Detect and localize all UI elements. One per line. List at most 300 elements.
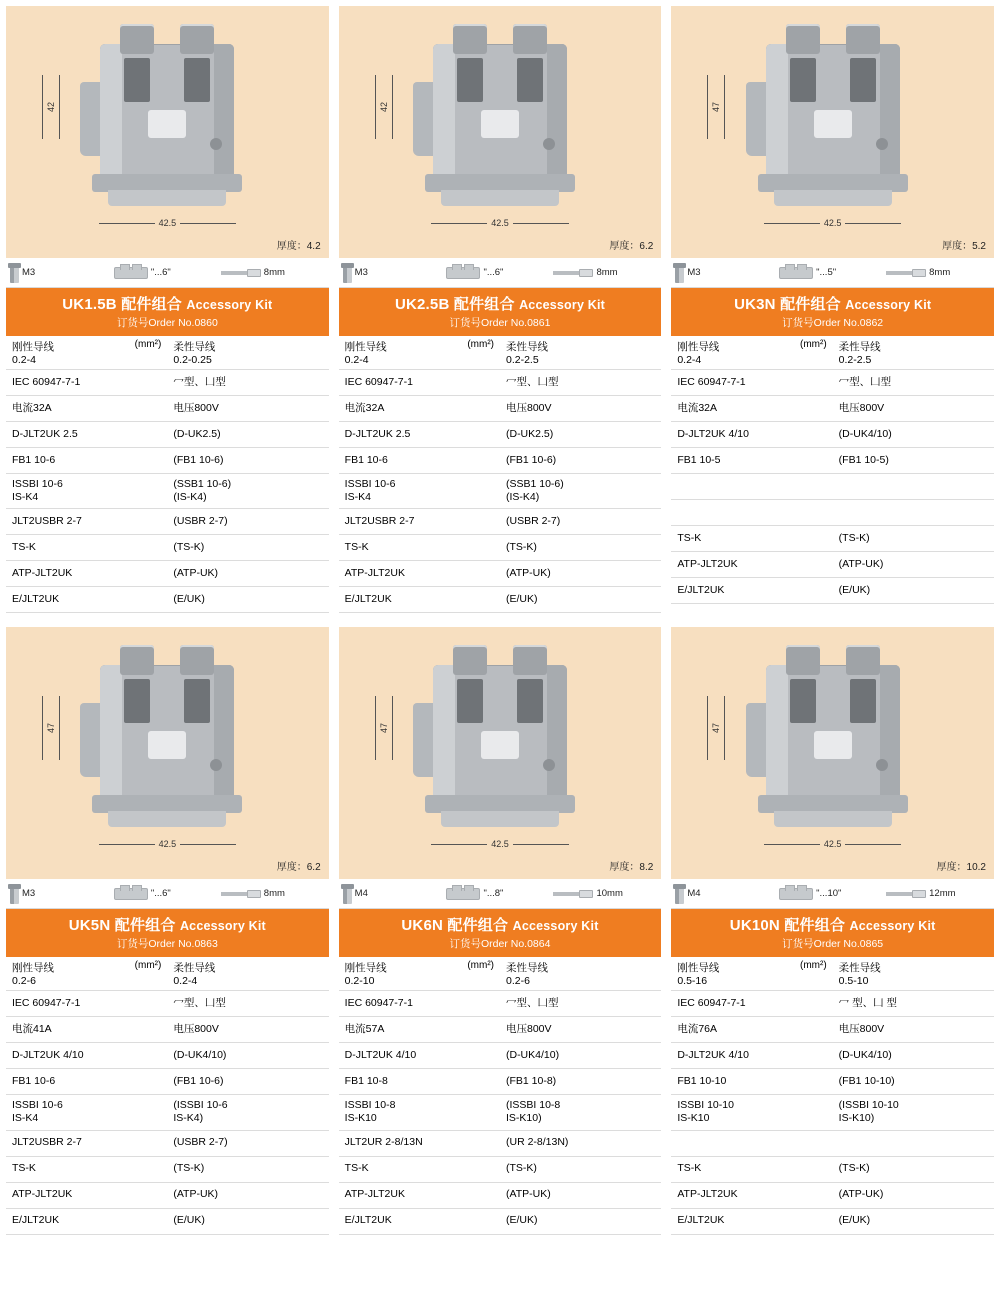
- rigid-wire-value: 0.5-16: [677, 975, 708, 988]
- spec-cell-right: (ATP-UK): [167, 1182, 328, 1208]
- terminal-slot-left: [790, 679, 816, 723]
- spec-cell-left: ISSBI 10-6 IS-K4: [6, 474, 167, 509]
- screw-size: M3: [687, 267, 701, 278]
- rigid-wire-cell: [6, 336, 167, 370]
- terminal-arm: [413, 82, 435, 156]
- spec-cell-right: (TS-K): [167, 1156, 328, 1182]
- spec-row: [671, 422, 994, 448]
- spec-row: [339, 587, 662, 613]
- terminal-body-right: [880, 44, 900, 192]
- spec-cell-right: [833, 474, 994, 500]
- accessory-kit-cn: 配件组合: [114, 917, 176, 935]
- width-dimension-value: 42.5: [158, 218, 177, 228]
- terminal-foot: [108, 190, 226, 206]
- spec-row: [6, 1182, 329, 1208]
- rigid-wire-label: 刚性导线: [677, 962, 720, 975]
- width-dimension: [339, 218, 662, 228]
- spec-row: [6, 535, 329, 561]
- spec-cell-right: (TS-K): [833, 1156, 994, 1182]
- screw-spec: [343, 884, 447, 904]
- spec-row: [671, 526, 994, 552]
- spec-cell-left: IEC 60947-7-1: [6, 370, 167, 396]
- width-dimension: [671, 839, 994, 849]
- spec-row: [339, 396, 662, 422]
- rigid-wire-label: 刚性导线: [344, 962, 387, 975]
- spec-row: [6, 957, 329, 991]
- height-dimension-value: 47: [711, 101, 722, 112]
- spec-cell-left: [671, 1130, 832, 1156]
- spec-cell-left: IEC 60947-7-1: [339, 370, 500, 396]
- screw-icon: [675, 263, 684, 283]
- terminal-screw-right: [846, 645, 880, 675]
- terminal-slot-left: [124, 679, 150, 723]
- height-dimension-value: 42: [378, 101, 389, 112]
- rigid-wire-value: 0.2-4: [344, 354, 369, 366]
- terminal-foot: [774, 811, 892, 827]
- spec-row: [339, 1017, 662, 1043]
- product-card: [671, 6, 994, 613]
- width-dimension-value: 42.5: [158, 839, 177, 850]
- spec-cell-left: TS-K: [6, 535, 167, 561]
- spec-cell-right: 冖型、凵型: [500, 991, 661, 1017]
- terminal-slot-right: [850, 679, 876, 723]
- block-size: "...8": [483, 888, 504, 900]
- spec-cell-left: D-JLT2UK 4/10: [339, 1043, 500, 1069]
- flexible-wire-value: 0.2-4: [173, 975, 198, 988]
- terminal-body-left: [766, 44, 788, 192]
- spec-row: [6, 587, 329, 613]
- spec-cell-right: (TS-K): [833, 526, 994, 552]
- spec-row: [6, 1069, 329, 1095]
- spec-cell-left: ATP-JLT2UK: [6, 561, 167, 587]
- spec-row: [6, 370, 329, 396]
- spec-cell-left: FB1 10-10: [671, 1069, 832, 1095]
- terminal-marker: [481, 110, 519, 138]
- spec-row: [671, 396, 994, 422]
- rigid-wire-value: 0.2-4: [677, 354, 702, 366]
- terminal-screw-right: [180, 645, 214, 675]
- spec-row: [671, 1017, 994, 1043]
- unit-label: (mm²): [134, 339, 162, 350]
- accessory-icon-strip: [6, 258, 329, 288]
- spec-cell-left: E/JLT2UK: [339, 587, 500, 613]
- rigid-wire-cell: [339, 957, 500, 991]
- spec-table: [6, 957, 329, 1234]
- screwdriver-icon: [221, 269, 261, 277]
- spec-row: [671, 991, 994, 1017]
- spec-cell-right: (FB1 10-6): [167, 448, 328, 474]
- product-model: UK3N: [734, 296, 776, 313]
- screw-spec: [343, 263, 447, 283]
- block-size: "...10": [816, 888, 842, 900]
- spec-row: [6, 991, 329, 1017]
- block-spec: [114, 267, 221, 279]
- spec-cell-right: (E/UK): [167, 587, 328, 613]
- spec-table: [671, 957, 994, 1234]
- spec-cell-right: (FB1 10-6): [500, 448, 661, 474]
- spec-row: [339, 1043, 662, 1069]
- accessory-icon-strip: [339, 258, 662, 288]
- spec-cell-right: (D-UK2.5): [500, 422, 661, 448]
- spec-cell-right: 电压800V: [833, 396, 994, 422]
- driver-size: 8mm: [263, 267, 285, 278]
- terminal-slot-right: [517, 58, 543, 102]
- spec-cell-left: ATP-JLT2UK: [671, 1182, 832, 1208]
- spec-row: [339, 561, 662, 587]
- spec-cell-right: 电压800V: [500, 396, 661, 422]
- spec-row: [339, 991, 662, 1017]
- spec-cell-left: IEC 60947-7-1: [339, 991, 500, 1017]
- spec-row: [339, 422, 662, 448]
- spec-row: [339, 1069, 662, 1095]
- spec-row: [6, 1095, 329, 1130]
- driver-size: 10mm: [596, 888, 623, 900]
- screw-spec: [10, 263, 114, 283]
- terminal-arm: [413, 703, 435, 777]
- accessory-icon-strip: [339, 879, 662, 909]
- width-dimension: [671, 218, 994, 228]
- driver-spec: [886, 888, 990, 899]
- terminal-block-icon: [114, 267, 148, 279]
- terminal-arm: [746, 82, 768, 156]
- spec-cell-right: 冖型、凵型: [167, 991, 328, 1017]
- spec-cell-left: FB1 10-6: [6, 448, 167, 474]
- terminal-marker: [814, 731, 852, 759]
- spec-cell-right: [833, 1130, 994, 1156]
- accessory-kit-cn: 配件组合: [447, 917, 509, 935]
- spec-row: [339, 1208, 662, 1234]
- spec-cell-left: D-JLT2UK 2.5: [6, 422, 167, 448]
- spec-table: [339, 336, 662, 613]
- spec-cell-right: 冖型、凵型: [167, 370, 328, 396]
- spec-cell-left: TS-K: [671, 1156, 832, 1182]
- terminal-foot: [774, 190, 892, 206]
- spec-cell-right: (E/UK): [833, 578, 994, 604]
- flexible-wire-value: 0.2-2.5: [505, 354, 539, 366]
- terminal-block-icon: [114, 888, 148, 900]
- terminal-body-right: [214, 665, 234, 813]
- spec-row: [671, 370, 994, 396]
- flexible-wire-value: 0.2-2.5: [838, 354, 872, 366]
- product-photo: [671, 6, 994, 258]
- terminal-slot-right: [517, 679, 543, 723]
- height-dimension: [707, 696, 725, 760]
- order-number: 订货号Order No.0862: [782, 317, 884, 329]
- block-spec: [779, 267, 886, 279]
- spec-row: [339, 370, 662, 396]
- terminal-body-right: [880, 665, 900, 813]
- spec-row: [671, 336, 994, 370]
- flexible-wire-value: 0.2-0.25: [173, 354, 212, 366]
- spec-cell-right: (FB1 10-10): [833, 1069, 994, 1095]
- flexible-wire-label: 柔性导线: [505, 962, 548, 975]
- flexible-wire-label: 柔性导线: [173, 341, 216, 353]
- flexible-wire-label: 柔性导线: [173, 962, 216, 975]
- spec-cell-right: 冖 型、凵 型: [833, 991, 994, 1017]
- terminal-body-left: [433, 665, 455, 813]
- screw-icon: [10, 884, 19, 904]
- spec-cell-right: 电压800V: [167, 1017, 328, 1043]
- spec-cell-left: ATP-JLT2UK: [339, 561, 500, 587]
- terminal-screw-left: [120, 24, 154, 54]
- terminal-screw-left: [786, 645, 820, 675]
- product-card: [339, 627, 662, 1234]
- spec-cell-right: (ISSBI 10-6 IS-K4): [167, 1095, 328, 1130]
- width-dimension: [6, 839, 329, 849]
- spec-cell-left: ATP-JLT2UK: [6, 1182, 167, 1208]
- thickness-label: 厚度：4.2: [276, 241, 321, 252]
- terminal-foot: [441, 190, 559, 206]
- spec-cell-right: (ATP-UK): [500, 1182, 661, 1208]
- width-dimension: [6, 218, 329, 228]
- spec-row: [339, 535, 662, 561]
- driver-spec: [221, 267, 325, 278]
- spec-cell-left: E/JLT2UK: [339, 1208, 500, 1234]
- spec-cell-right: 冖型、凵型: [833, 370, 994, 396]
- spec-row: [6, 474, 329, 509]
- accessory-icon-strip: [671, 879, 994, 909]
- terminal-body-left: [100, 44, 122, 192]
- block-spec: [446, 267, 553, 279]
- screwdriver-icon: [553, 269, 593, 277]
- rigid-wire-cell: [339, 336, 500, 370]
- accessory-kit-en: Accessory Kit: [179, 919, 266, 934]
- height-dimension-value: 47: [711, 723, 722, 734]
- accessory-icon-strip: [6, 879, 329, 909]
- spec-row: [6, 509, 329, 535]
- accessory-kit-cn: 配件组合: [121, 296, 183, 313]
- spec-cell-left: FB1 10-6: [339, 448, 500, 474]
- spec-cell-left: E/JLT2UK: [6, 587, 167, 613]
- terminal-hole: [876, 759, 888, 771]
- product-model: UK10N: [729, 917, 780, 935]
- spec-row: [671, 1043, 994, 1069]
- driver-spec: [221, 888, 325, 899]
- screw-size: M3: [354, 267, 368, 278]
- spec-row: [671, 1182, 994, 1208]
- terminal-hole: [543, 138, 555, 150]
- spec-cell-left: ATP-JLT2UK: [671, 552, 832, 578]
- spec-cell-left: IEC 60947-7-1: [671, 991, 832, 1017]
- spec-cell-left: JLT2USBR 2-7: [6, 1130, 167, 1156]
- accessory-kit-cn: 配件组合: [453, 296, 515, 313]
- terminal-screw-right: [180, 24, 214, 54]
- spec-cell-left: D-JLT2UK 4/10: [6, 1043, 167, 1069]
- terminal-body-left: [433, 44, 455, 192]
- spec-row: [6, 1130, 329, 1156]
- spec-cell-right: 冖型、凵型: [500, 370, 661, 396]
- spec-cell-left: [671, 474, 832, 500]
- spec-cell-left: 电流57A: [339, 1017, 500, 1043]
- spec-row: [6, 336, 329, 370]
- rigid-wire-label: 刚性导线: [12, 962, 54, 975]
- block-spec: [446, 888, 553, 900]
- spec-cell-right: (FB1 10-8): [500, 1069, 661, 1095]
- terminal-screw-left: [120, 645, 154, 675]
- product-title-bar: [339, 909, 662, 957]
- width-dimension-value: 42.5: [491, 218, 509, 228]
- spec-cell-left: 电流76A: [671, 1017, 832, 1043]
- terminal-slot-left: [457, 58, 483, 102]
- spec-row: [339, 474, 662, 509]
- product-photo: [671, 627, 994, 879]
- flexible-wire-value: 0.5-10: [838, 975, 869, 988]
- flexible-wire-value: 0.2-6: [505, 975, 530, 988]
- spec-cell-right: (ISSBI 10-10 IS-K10): [833, 1095, 994, 1130]
- product-card: [6, 6, 329, 613]
- screwdriver-icon: [221, 890, 261, 898]
- block-size: "...6": [150, 888, 171, 900]
- terminal-block-icon: [446, 267, 480, 279]
- terminal-arm: [80, 703, 102, 777]
- spec-cell-right: (USBR 2-7): [167, 1130, 328, 1156]
- spec-cell-right: (ATP-UK): [833, 1182, 994, 1208]
- spec-row: [671, 500, 994, 526]
- spec-cell-right: (FB1 10-5): [833, 448, 994, 474]
- spec-cell-left: D-JLT2UK 2.5: [339, 422, 500, 448]
- screw-size: M3: [22, 888, 36, 900]
- order-number: 订货号Order No.0865: [782, 938, 884, 951]
- terminal-screw-right: [846, 24, 880, 54]
- rigid-wire-label: 刚性导线: [12, 341, 54, 353]
- order-number: 订货号Order No.0863: [116, 938, 218, 951]
- height-dimension-value: 47: [46, 723, 56, 734]
- width-dimension-value: 42.5: [491, 839, 509, 850]
- screw-spec: [675, 884, 779, 904]
- spec-row: [671, 578, 994, 604]
- spec-table: [339, 957, 662, 1234]
- terminal-screw-right: [513, 24, 547, 54]
- screwdriver-icon: [553, 890, 593, 898]
- spec-cell-right: (D-UK2.5): [167, 422, 328, 448]
- product-model: UK5N: [68, 917, 111, 935]
- accessory-kit-cn: 配件组合: [780, 296, 841, 313]
- terminal-marker: [814, 110, 852, 138]
- terminal-arm: [746, 703, 768, 777]
- spec-cell-left: ATP-JLT2UK: [339, 1182, 500, 1208]
- terminal-hole: [876, 138, 888, 150]
- spec-table: [6, 336, 329, 613]
- terminal-slot-right: [184, 679, 210, 723]
- spec-cell-right: (USBR 2-7): [500, 509, 661, 535]
- block-spec: [779, 888, 886, 900]
- spec-row: [671, 1069, 994, 1095]
- spec-cell-right: (ATP-UK): [500, 561, 661, 587]
- terminal-body-left: [766, 665, 788, 813]
- spec-cell-left: TS-K: [671, 526, 832, 552]
- spec-cell-left: D-JLT2UK 4/10: [671, 1043, 832, 1069]
- flexible-wire-label: 柔性导线: [505, 341, 548, 353]
- product-grid: [6, 6, 994, 1235]
- driver-spec: [553, 888, 657, 899]
- rigid-wire-cell: [671, 336, 832, 370]
- screw-spec: [10, 884, 114, 904]
- terminal-block-icon: [779, 267, 813, 279]
- product-title-bar: [671, 909, 994, 957]
- spec-cell-left: D-JLT2UK 4/10: [671, 422, 832, 448]
- order-number: 订货号Order No.0864: [449, 938, 551, 951]
- terminal-foot: [108, 811, 226, 827]
- rigid-wire-label: 刚性导线: [677, 341, 720, 353]
- spec-row: [6, 448, 329, 474]
- product-card: [6, 627, 329, 1234]
- spec-row: [671, 1208, 994, 1234]
- spec-cell-right: (TS-K): [167, 535, 328, 561]
- spec-cell-left: JLT2USBR 2-7: [339, 509, 500, 535]
- accessory-kit-en: Accessory Kit: [186, 298, 273, 312]
- spec-row: [339, 1095, 662, 1130]
- unit-label: (mm²): [467, 960, 494, 972]
- spec-cell-right: (TS-K): [500, 535, 661, 561]
- screw-size: M4: [354, 888, 368, 900]
- flexible-wire-cell: [833, 957, 994, 991]
- terminal-arm: [80, 82, 102, 156]
- screw-size: M4: [687, 888, 701, 900]
- product-title-bar: [6, 288, 329, 336]
- block-spec: [114, 888, 221, 900]
- terminal-block-icon: [779, 888, 813, 900]
- terminal-body-right: [547, 665, 567, 813]
- accessory-kit-cn: 配件组合: [784, 917, 846, 935]
- spec-cell-left: 电流41A: [6, 1017, 167, 1043]
- product-card: [671, 627, 994, 1234]
- screw-icon: [675, 884, 684, 904]
- spec-row: [671, 1130, 994, 1156]
- order-number: 订货号Order No.0860: [116, 317, 218, 329]
- height-dimension: [375, 75, 393, 139]
- accessory-kit-en: Accessory Kit: [845, 298, 932, 312]
- spec-row: [339, 448, 662, 474]
- unit-label: (mm²): [134, 960, 162, 972]
- spec-cell-left: TS-K: [339, 1156, 500, 1182]
- terminal-screw-left: [453, 645, 487, 675]
- rigid-wire-cell: [671, 957, 832, 991]
- spec-row: [6, 561, 329, 587]
- block-size: "...5": [816, 267, 837, 278]
- accessory-kit-en: Accessory Kit: [849, 919, 936, 934]
- spec-row: [671, 957, 994, 991]
- spec-cell-right: 电压800V: [500, 1017, 661, 1043]
- spec-row: [339, 336, 662, 370]
- height-dimension-value: 42: [46, 101, 56, 112]
- thickness-label: 厚度：8.2: [609, 862, 654, 874]
- width-dimension-value: 42.5: [823, 218, 842, 228]
- screw-icon: [10, 263, 19, 283]
- product-card: [339, 6, 662, 613]
- product-title-bar: [671, 288, 994, 336]
- flexible-wire-cell: [167, 957, 328, 991]
- thickness-label: 厚度：6.2: [609, 241, 654, 252]
- thickness-label: 厚度：10.2: [936, 862, 986, 874]
- accessory-kit-en: Accessory Kit: [519, 298, 606, 312]
- flexible-wire-cell: [833, 336, 994, 370]
- spec-row: [6, 1017, 329, 1043]
- screwdriver-icon: [886, 890, 926, 898]
- spec-cell-left: FB1 10-5: [671, 448, 832, 474]
- height-dimension: [707, 75, 725, 139]
- rigid-wire-cell: [6, 957, 167, 991]
- spec-cell-left: 电流32A: [6, 396, 167, 422]
- unit-label: (mm²): [800, 339, 827, 350]
- screw-size: M3: [22, 267, 36, 278]
- product-photo: [339, 627, 662, 879]
- thickness-label: 厚度：6.2: [276, 862, 321, 874]
- screwdriver-icon: [886, 269, 926, 277]
- product-photo: [6, 6, 329, 258]
- spec-cell-right: (TS-K): [500, 1156, 661, 1182]
- width-dimension: [339, 839, 662, 849]
- rigid-wire-value: 0.2-4: [12, 354, 36, 366]
